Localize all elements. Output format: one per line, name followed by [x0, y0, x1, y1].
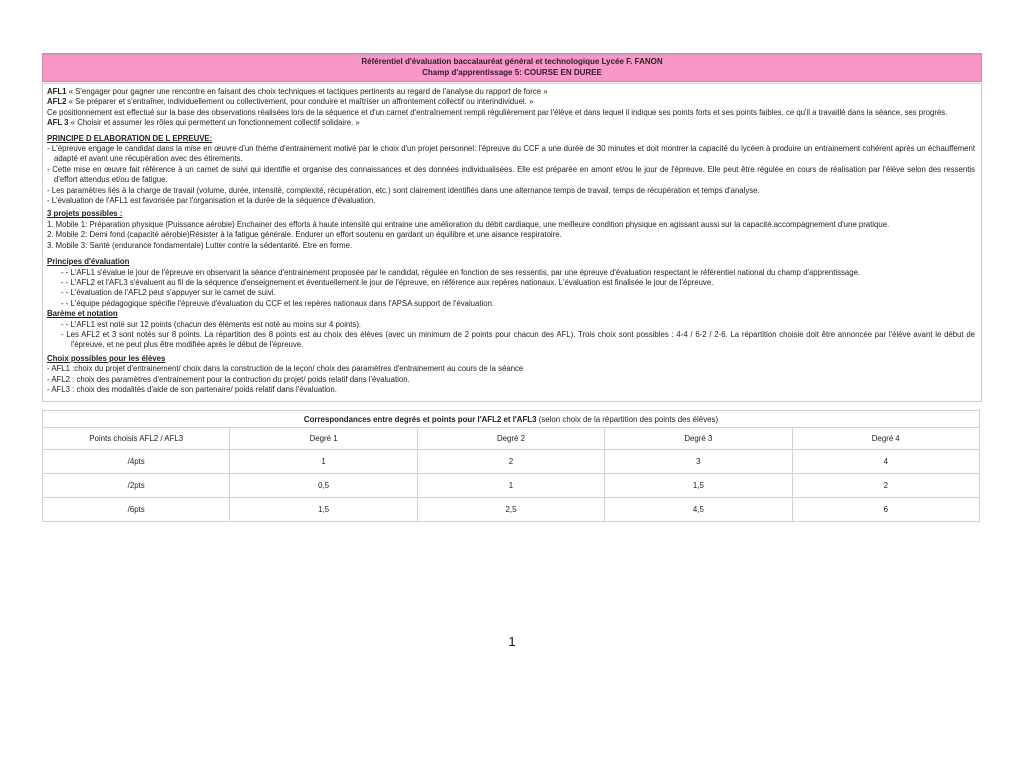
afl1-text: « S'engager pour gagner une rencontre en faisant des choix techniques et tactiques pertinents au regard de l'analyse du rapport de force »: [66, 87, 548, 96]
table-cell: 4,5: [605, 498, 792, 522]
document-title-banner: [42, 53, 982, 82]
correspondence-table: [42, 410, 980, 522]
table-title-bold: Correspondances entre degrés et points pour l'AFL2 et l'AFL3: [303, 414, 537, 424]
principes-evaluation-item: - - L'AFL1 s'évalue le jour de l'épreuve en observant la séance d'entrainement proposée par le candidat, régulée en fonction de ses ressentis, par une épreuve d'évaluation respectant le référentiel national du champ d'apprentissage.: [61, 267, 861, 277]
table-cell: 2: [417, 450, 604, 474]
table-cell: 0,5: [230, 474, 417, 498]
table-row: [43, 498, 980, 522]
choix-item: - AFL3 : choix des modalités d'aide de son partenaire/ poids relatif dans l'évaluation.: [47, 384, 337, 394]
table-header-degre4: Degré 4: [792, 428, 979, 450]
afl1-label: AFL1: [47, 87, 67, 96]
projets-heading: 3 projets possibles :: [47, 209, 123, 219]
afl2-text: « Se préparer et s'entraîner, individuellement ou collectivement, pour conduire et maîtriser un affrontement collectif ou interindividuel. »: [66, 97, 534, 107]
table-header-points: Points choisis AFL2 / AFL3: [43, 428, 230, 450]
table-cell: 1: [417, 474, 604, 498]
main-text-box: [42, 83, 982, 402]
table-cell: 4: [792, 450, 979, 474]
afl3-text: « Choisir et assumer les rôles qui permettent un fonctionnement collectif solidaire. »: [68, 118, 360, 128]
table-cell: /4pts: [43, 450, 230, 474]
table-header-degre3: Degré 3: [605, 428, 792, 450]
table-cell: 2: [792, 474, 979, 498]
table-title-cell: [43, 411, 980, 428]
principe-item: - Cette mise en œuvre fait référence à un carnet de suivi qui identifie et organise des connaissances et des données individualisées. Elle est préparée en amont et/ou le jour de l'épreuve. Elle peut être régulée en cours de réalisation par l'élève selon des ressentis d'effort attendus et/ou de fatigue.: [47, 164, 975, 185]
choix-heading: Choix possibles pour les élèves: [47, 353, 166, 363]
table-cell: /6pts: [43, 498, 230, 522]
table-row: [43, 474, 980, 498]
page-number: 1: [508, 634, 516, 650]
table-header-degre1: Degré 1: [230, 428, 417, 450]
document-page: [0, 53, 1024, 777]
principes-evaluation-item: - - L'équipe pédagogique spécifie l'épreuve d'évaluation du CCF et les repères nationaux dans l'APSA support de l'évaluation.: [61, 298, 495, 308]
table-cell: /2pts: [43, 474, 230, 498]
bareme-item: - Les AFL2 et 3 sont notés sur 8 points. La répartition des 8 points est au choix des élèves (avec un minimum de 2 points pour chacun des AFL). Trois choix sont possibles : 4-4 / 6-2 / 2-6. La répartition choisie doit être annoncée par l'élève avant le début de l'épreuve, et ne peut plus être modifiée après le début de l'épreuve.: [61, 329, 975, 350]
banner-title-line1: Référentiel d'évaluation baccalauréat général et technologique Lycée F. FANON: [361, 57, 663, 66]
principe-heading: PRINCIPE D ELABORATION DE L EPREUVE:: [47, 133, 213, 143]
table-cell: 1: [230, 450, 417, 474]
afl3-label: AFL 3: [47, 118, 69, 128]
projet-item: 3. Mobile 3: Santé (endurance fondamentale) Lutter contre la sédentarité. Etre en forme.: [47, 240, 353, 250]
projet-item: 2. Mobile 2: Demi fond (capacité aérobie)Résister à la fatigue générale. Endurer un effort soutenu en gardant un équilibre et une aisance respiratoire.: [47, 230, 562, 240]
table-row: [43, 450, 980, 474]
table-title-normal: (selon choix de la répartition des points des élèves): [536, 414, 719, 424]
table-cell: 6: [792, 498, 979, 522]
table-cell: 1,5: [605, 474, 792, 498]
afl2-line: [47, 97, 975, 107]
afl3-line: [47, 118, 975, 128]
choix-item: - AFL1 :choix du projet d'entrainement/ choix dans la construction de la leçon/ choix des paramètres d'entrainement au cours de la séance: [47, 364, 524, 374]
principe-item: - L'épreuve engage le candidat dans la mise en œuvre d'un thème d'entrainement motivé par le choix d'un projet personnel: l'épreuve du CCF a une durée de 30 minutes et doit montrer la capacité du lycéen à produire un entrainement cohérent après un échauffement adapté et avant une récupération avec des étirements.: [47, 144, 975, 164]
afl1-line: [47, 87, 975, 97]
afl2-label: AFL2: [47, 97, 67, 107]
principe-item: - Les paramètres liés à la charge de travail (volume, durée, intensité, complexité, récupération, etc.) sont clairement identifiés dans une alternance temps de travail, temps de récupération et temps d'analyse.: [47, 185, 760, 195]
bareme-item: - - L'AFL1 est noté sur 12 points (chacun des éléments est noté au moins sur 4 points).: [61, 319, 362, 329]
table-header-row: [43, 428, 980, 450]
projet-item: 1. Mobile 1: Préparation physique (Puissance aérobie) Enchainer des efforts à haute intensité qui entraine une amélioration du débit cardiaque, une meilleure condition physique en agissant aussi sur la capacité.accompagnement d'une pratique.: [47, 219, 890, 229]
principes-evaluation-heading: Principes d'évaluation: [47, 257, 130, 267]
table-cell: 3: [605, 450, 792, 474]
principe-item: - L'évaluation de l'AFL1 est favorisée par l'organisation et la durée de la séquence d'évaluation.: [47, 196, 376, 206]
banner-title-line2: Champ d'apprentissage 5: COURSE EN DUREE: [422, 67, 602, 77]
principes-evaluation-item: - - L'évaluation de l'AFL2 peut s'appuyer sur le carnet de suivi.: [61, 288, 276, 298]
choix-item: - AFL2 : choix des paramètres d'entrainement pour la contruction du projet/ poids relatif dans l'évaluation.: [47, 374, 410, 384]
table-header-degre2: Degré 2: [417, 428, 604, 450]
table-title-row: [43, 411, 980, 428]
table-cell: 1,5: [230, 498, 417, 522]
bareme-heading: Barème et notation: [47, 309, 118, 319]
table-cell: 2,5: [417, 498, 604, 522]
positioning-paragraph: Ce positionnement est effectué sur la base des observations réalisées lors de la séquence et d'un carnet d'entraînement rempli régulièrement par l'élève et dans lequel il indique ses points forts et ses points faibles, ce qu'il a travaillé dans la séance, ses progrès.: [47, 107, 948, 117]
principes-evaluation-item: - - L'AFL2 et l'AFL3 s'évaluent au fil de la séquence d'enseignement et éventuellement le jour de l'épreuve, en référence aux repères nationaux. L'évaluation est finalisée le jour de l'épreuve.: [61, 277, 714, 287]
